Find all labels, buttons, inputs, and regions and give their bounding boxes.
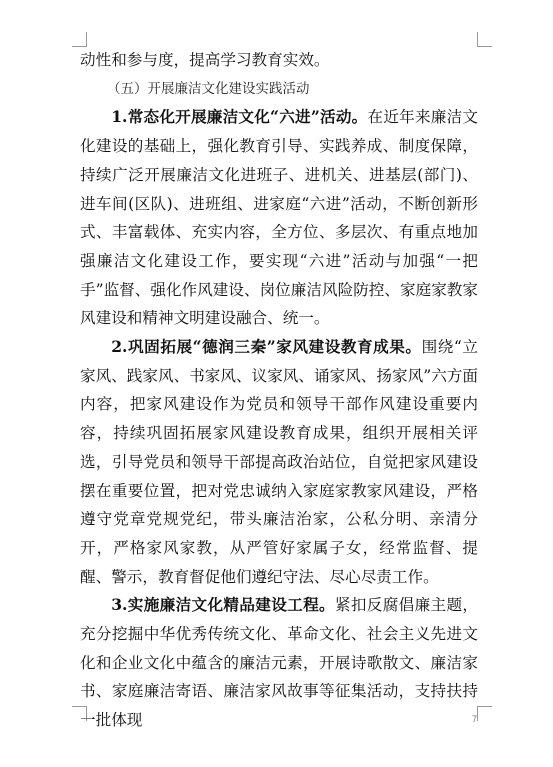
item-title-3: 3.实施廉洁文化精品建设工程。 <box>111 595 335 615</box>
document-body <box>80 46 478 735</box>
crop-mark-top-left <box>72 32 87 47</box>
item-title-1: 1.常态化开展廉洁文化“六进”活动。 <box>111 107 368 127</box>
crop-mark-bottom-right <box>477 706 492 721</box>
page-number: 7 <box>472 714 478 724</box>
item-paragraph-3 <box>80 591 478 735</box>
item-body-3: 紧扣反腐倡廉主题，充分挖掘中华优秀传统文化、革命文化、社会主义先进文化和企业文化中蕴含的廉洁元素，开展诗歌散文、廉洁家书、家庭廉洁寄语、廉洁家风故事等征集活动，支持扶持一批体现 <box>80 596 478 730</box>
continuation-paragraph: 动性和参与度，提高学习教育实效。 <box>80 51 330 69</box>
section-heading: （五）开展廉洁文化建设实践活动 <box>107 80 310 97</box>
crop-mark-top-right <box>477 32 492 47</box>
item-title-2: 2.巩固拓展“德润三秦”家风建设教育成果。 <box>111 337 422 357</box>
item-body-2: 围绕“立家风、践家风、书家风、议家风、诵家风、扬家风”六方面内容，把家风建设作为党员和领导干部作风建设重要内容，持续巩固拓展家风建设教育成果，组织开展相关评选，引导党员和领导干部提高政治站位，自觉把家风建设摆在重要位置，把对党忠诚纳入家庭家教家风建设，严格遵守党章党规党纪，带头廉洁治家，公私分明、亲清分开，严格家风家教，从严管好家属子女，经常监督、提醒、警示，教育督促他们遵纪守法、尽心尽责工作。 <box>80 338 478 586</box>
item-body-1: 在近年来廉洁文化建设的基础上，强化教育引导、实践养成、制度保障，持续广泛开展廉洁文化进班子、进机关、进基层(部门)、进车间(区队)、进班组、进家庭“六进”活动，不断创新形式、丰富载体、充实内容，全方位、多层次、有重点地加强廉洁文化建设工作，要实现“六进”活动与加强“一把手”监督、强化作风建设、岗位廉洁风险防控、家庭家教家风建设和精神文明建设融合、统一。 <box>80 108 478 328</box>
item-paragraph-1 <box>80 103 478 333</box>
item-paragraph-2 <box>80 333 478 591</box>
